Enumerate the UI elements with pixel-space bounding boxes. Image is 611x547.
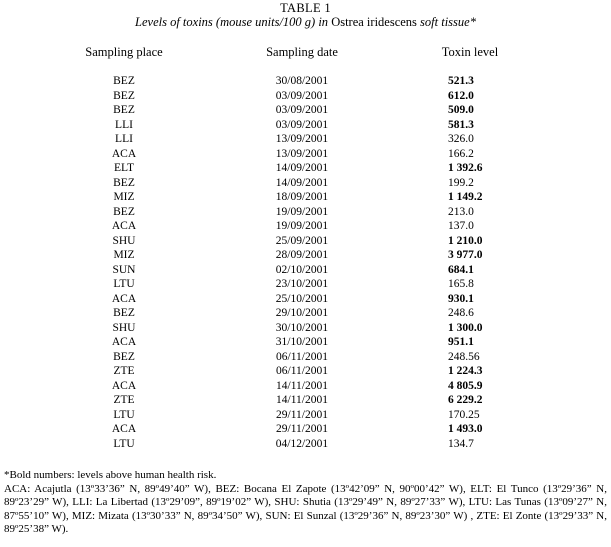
footnote: *Bold numbers: levels above human health risk. bbox=[4, 469, 217, 481]
cell-sampling-date: 31/10/2001 bbox=[275, 336, 329, 348]
caption-lead: Levels of toxins (mouse units/100 g) in bbox=[135, 15, 329, 29]
cell-toxin-level: 581.3 bbox=[448, 118, 474, 131]
table-row bbox=[0, 306, 611, 321]
table-row bbox=[0, 437, 611, 452]
table-row bbox=[0, 422, 611, 437]
cell-toxin-level: 1 493.0 bbox=[448, 423, 483, 435]
cell-sampling-place: ACA bbox=[111, 336, 137, 348]
cell-sampling-date: 03/09/2001 bbox=[275, 104, 329, 116]
table-row bbox=[0, 364, 611, 379]
cell-sampling-date: 30/10/2001 bbox=[275, 321, 329, 334]
table-row bbox=[0, 132, 611, 147]
cell-sampling-place: LTU bbox=[113, 278, 135, 290]
cell-toxin-level: 951.1 bbox=[448, 336, 474, 348]
cell-toxin-level: 248.6 bbox=[448, 307, 474, 319]
cell-sampling-date: 14/11/2001 bbox=[276, 379, 328, 392]
cell-sampling-place: BEZ bbox=[113, 205, 135, 218]
cell-sampling-place: BEZ bbox=[113, 75, 135, 87]
cell-sampling-place: SHU bbox=[112, 321, 136, 334]
column-header-level: Toxin level bbox=[441, 45, 499, 59]
table-row bbox=[0, 118, 611, 133]
cell-toxin-level: 134.7 bbox=[448, 437, 474, 450]
cell-sampling-date: 03/09/2001 bbox=[275, 118, 329, 131]
table-row bbox=[0, 292, 611, 307]
cell-sampling-date: 23/10/2001 bbox=[275, 278, 329, 290]
cell-sampling-date: 03/09/2001 bbox=[275, 89, 329, 102]
cell-toxin-level: 521.3 bbox=[448, 75, 474, 87]
cell-toxin-level: 326.0 bbox=[448, 133, 474, 145]
table-caption bbox=[0, 15, 611, 30]
table-row bbox=[0, 219, 611, 234]
cell-toxin-level: 684.1 bbox=[448, 263, 474, 276]
table-notes bbox=[4, 469, 607, 537]
cell-sampling-place: BEZ bbox=[113, 89, 135, 102]
table-row bbox=[0, 89, 611, 104]
table-row bbox=[0, 205, 611, 220]
cell-sampling-place: LLI bbox=[115, 133, 133, 145]
cell-sampling-date: 25/09/2001 bbox=[275, 234, 329, 247]
cell-sampling-place: MIZ bbox=[113, 191, 135, 203]
cell-sampling-date: 14/09/2001 bbox=[275, 162, 329, 174]
cell-sampling-place: ACA bbox=[111, 147, 137, 160]
table-row bbox=[0, 408, 611, 423]
cell-sampling-date: 28/09/2001 bbox=[275, 249, 329, 261]
caption-tail: soft tissue* bbox=[420, 15, 476, 29]
cell-sampling-place: ACA bbox=[111, 379, 137, 392]
table-row bbox=[0, 263, 611, 278]
cell-toxin-level: 166.2 bbox=[448, 147, 474, 160]
table-row bbox=[0, 74, 611, 89]
table-row bbox=[0, 147, 611, 162]
cell-toxin-level: 930.1 bbox=[448, 292, 474, 305]
table-row bbox=[0, 350, 611, 365]
cell-sampling-place: BEZ bbox=[113, 350, 135, 363]
caption-species: Ostrea iridescens bbox=[331, 15, 417, 29]
cell-sampling-place: ZTE bbox=[113, 365, 135, 377]
cell-sampling-place: ZTE bbox=[113, 394, 135, 406]
cell-toxin-level: 199.2 bbox=[448, 176, 474, 189]
cell-toxin-level: 170.25 bbox=[448, 408, 480, 421]
cell-sampling-date: 02/10/2001 bbox=[275, 263, 329, 276]
cell-sampling-date: 19/09/2001 bbox=[275, 220, 329, 232]
cell-sampling-place: LLI bbox=[115, 118, 133, 131]
cell-sampling-place: BEZ bbox=[113, 104, 135, 116]
cell-sampling-place: LTU bbox=[113, 437, 135, 450]
cell-sampling-place: ELT bbox=[113, 162, 135, 174]
column-header-date: Sampling date bbox=[266, 45, 338, 59]
abbreviation-legend: ACA: Acajutla (13º33’36” N, 89º49’40” W), BEZ: Bocana El Zapote (13º42’09” N, 90º00’42” W), ELT: El Tunco (13º29’36” N, 89º23’29” W), LLI: La Libertad (13º29’09”, 89º19’02” W), SHU: Shutia (13º29’49” N, 89º27’33” W), LTU: Las Tunas (13º09’27” N, 87º55’10” W), MIZ: Mizata (13º30’33” N, 89º34’50” W), SUN: El Sunzal (13º29’36” N, 89º23’30” W) , ZTE: El Zonte (13º29’33” N, 89º25’38” W). bbox=[4, 482, 607, 535]
table-row bbox=[0, 248, 611, 263]
cell-toxin-level: 612.0 bbox=[448, 89, 474, 102]
cell-sampling-place: BEZ bbox=[113, 307, 135, 319]
cell-sampling-date: 30/08/2001 bbox=[275, 75, 329, 87]
table-row bbox=[0, 161, 611, 176]
cell-sampling-date: 29/11/2001 bbox=[276, 423, 328, 435]
column-header-place: Sampling place bbox=[85, 45, 163, 59]
table-row bbox=[0, 190, 611, 205]
cell-sampling-date: 19/09/2001 bbox=[275, 205, 329, 218]
cell-sampling-place: SUN bbox=[112, 263, 136, 276]
cell-toxin-level: 137.0 bbox=[448, 220, 474, 232]
cell-sampling-date: 29/10/2001 bbox=[275, 307, 329, 319]
cell-sampling-place: SHU bbox=[112, 234, 136, 247]
cell-sampling-date: 14/11/2001 bbox=[276, 394, 328, 406]
cell-sampling-date: 13/09/2001 bbox=[275, 147, 329, 160]
cell-sampling-date: 29/11/2001 bbox=[276, 408, 328, 421]
table-row bbox=[0, 393, 611, 408]
table-row bbox=[0, 379, 611, 394]
table-body bbox=[0, 74, 611, 451]
table-row bbox=[0, 335, 611, 350]
cell-sampling-place: LTU bbox=[113, 408, 135, 421]
table-row bbox=[0, 321, 611, 336]
cell-toxin-level: 165.8 bbox=[448, 278, 474, 290]
table-number: TABLE 1 bbox=[280, 1, 331, 15]
cell-sampling-place: ACA bbox=[111, 423, 137, 435]
cell-toxin-level: 1 300.0 bbox=[448, 321, 483, 334]
cell-toxin-level: 1 392.6 bbox=[448, 162, 483, 174]
cell-sampling-place: MIZ bbox=[113, 249, 135, 261]
cell-toxin-level: 4 805.9 bbox=[448, 379, 483, 392]
table-row bbox=[0, 103, 611, 118]
cell-sampling-place: BEZ bbox=[113, 176, 135, 189]
cell-toxin-level: 6 229.2 bbox=[448, 394, 483, 406]
cell-sampling-date: 13/09/2001 bbox=[275, 133, 329, 145]
cell-toxin-level: 248.56 bbox=[448, 350, 480, 363]
table-row bbox=[0, 176, 611, 191]
table-row bbox=[0, 234, 611, 249]
cell-sampling-date: 25/10/2001 bbox=[275, 292, 329, 305]
cell-toxin-level: 509.0 bbox=[448, 104, 474, 116]
cell-toxin-level: 1 210.0 bbox=[448, 234, 483, 247]
cell-toxin-level: 1 149.2 bbox=[448, 191, 483, 203]
cell-sampling-place: ACA bbox=[111, 292, 137, 305]
cell-toxin-level: 3 977.0 bbox=[448, 249, 483, 261]
table-row bbox=[0, 277, 611, 292]
cell-sampling-date: 06/11/2001 bbox=[276, 350, 328, 363]
cell-sampling-date: 04/12/2001 bbox=[275, 437, 329, 450]
cell-sampling-date: 18/09/2001 bbox=[275, 191, 329, 203]
cell-toxin-level: 1 224.3 bbox=[448, 365, 483, 377]
cell-sampling-date: 06/11/2001 bbox=[276, 365, 328, 377]
cell-sampling-place: ACA bbox=[111, 220, 137, 232]
cell-toxin-level: 213.0 bbox=[448, 205, 474, 218]
cell-sampling-date: 14/09/2001 bbox=[275, 176, 329, 189]
